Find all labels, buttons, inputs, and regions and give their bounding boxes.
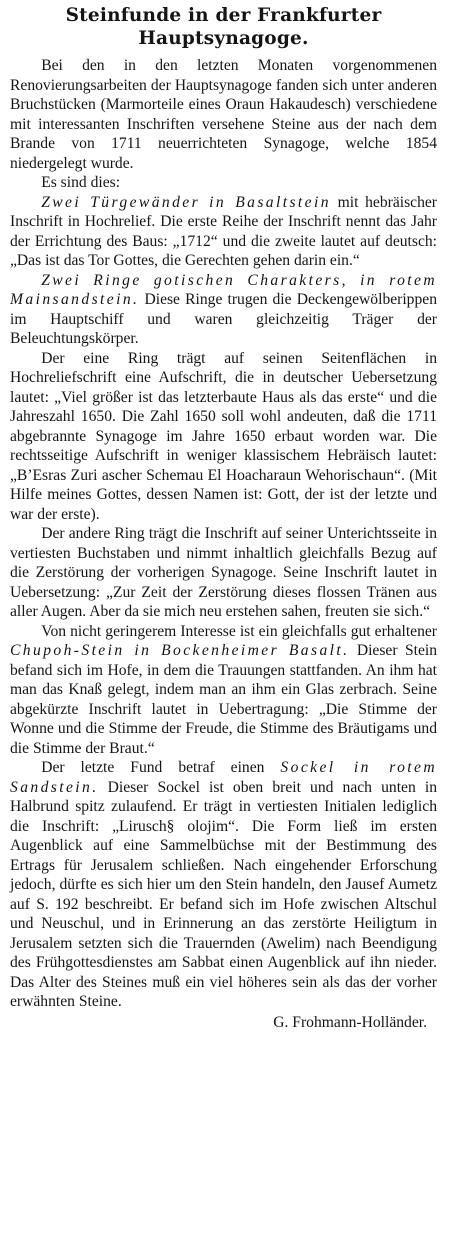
paragraph-first-ring: Der eine Ring trägt auf seinen Seitenflächen in Hochreliefschrift eine Aufschrift, die in deutscher Uebersetzung lautet: „Viel größer ist das letzterbaute Haus als das erste“ und die Jahreszahl 1650. Die Zahl 1650 soll wohl andeuten, daß die 1711 abgebrannte Synagoge im Jahre 1650 erbaut worden war. Die rechtsseitige Aufschrift in weniger klassischem Hebräisch lautet: „B’Esras Zuri ascher Schemau El Hoacharaun Wehorischaun“. (Mit Hilfe meines Gottes, dessen Namen ist: Gott, der ist der letzte und war der erste). [10,349,437,523]
paragraph-pedestal [10,758,437,1012]
paragraph-chupoh-stone [10,622,437,759]
paragraph-rings [10,271,437,349]
article-body [10,56,437,1012]
spaced-heading-rings: Zwei Ringe gotischen Charakters, in rotem Mainsandstein. [10,271,437,308]
paragraph-door-frames [10,193,437,271]
author-signature: G. Frohmann-Holländer. [273,1013,427,1031]
spaced-heading-chupoh: Chupoh-Stein in Bockenheimer Basalt. [10,642,350,659]
article-title: Steinfunde in der Frankfurter Hauptsynagoge. [65,5,382,49]
paragraph-pedestal-text: Dieser Sockel ist oben breit und nach unten in Halbrund spitz zulaufend. Er trägt in vertiesten Initialen lediglich die Inschrift: „Lirusch§ olojim“. Die Form ließ im ersten Augenblick auf eine Sammelbüchse mit der Bestimmung des Ertrags für Jerusalem schließen. Nach eingehender Erforschung jedoch, dürfte es sich hier um den Stein handeln, den Jausef Aumetz auf S. 192 beschreibt. Er befand sich im Hofe zwischen Altschul und Neuschul, und in Erinnerung an das zerstörte Heiligtum in Jerusalem setzten sich die Trauernden (Awelim) nach Beendigung des Frühgottesdienstes am Sabbat einen Augenblick auf ihn nieder. Das Alter des Steines muß ein viel höheres sein als das der vorher erwähnten Steine. [10,778,437,1010]
paragraph-rings-text: Diese Ringe trugen die Deckengewölberippen im Hauptschiff und waren gleichzeitig Träger der Beleuchtungskörper. [10,291,437,347]
spaced-heading-door-frames: Zwei Türgewänder in Basaltstein [41,193,331,211]
paragraph-second-ring: Der andere Ring trägt die Inschrift auf seiner Unterichtsseite in vertiesten Buchstaben und nimmt inhaltlich gleichfalls Bezug auf die Zerstörung der vorherigen Synagoge. Seine Inschrift lautet in Uebersetzung: „Zur Zeit der Zerstörung dieses flossen Tränen aus aller Augen. Aber da sie mich neu erstehen sahen, freuten sie sich.“ [10,525,437,620]
paragraph-chupoh-text: Dieser Stein befand sich im Hofe, in dem die Trauungen stattfanden. An ihm hat man das Knaß gelegt, indem man an ihm ein Glas zerbrach. Seine abgekürzte Inschrift lautet in Uebertragung: „Die Stimme der Wonne und die Stimme der Freude, die Stimme des Bräutigams und die Stimme der Braut.“ [10,642,437,757]
paragraph-list-intro: Es sind dies: [41,174,121,191]
spaced-heading-pedestal: Sockel in rotem Sandstein. [10,759,438,796]
paragraph-door-frames-text: mit hebräischer Inschrift in Hochrelief. Die erste Reihe der Inschrift nennt das Jahr der Errichtung des Baus: „1712“ und die zweite lautet auf deutsch: „Das ist das Tor Gottes, die Gerechten gehen darin ein.“ [10,193,437,269]
paragraph-intro: Bei den in den letzten Monaten vorgenommenen Renovierungsarbeiten der Hauptsynagoge fanden sich unter anderen Bruchstücken (Marmorteile eines Oraun Hakaudesch) verschiedene mit interessanten Inschriften versehene Steine aus der nach dem Brande von 1711 neuerrichteten Synagoge, welche 1854 niedergelegt wurde. [10,57,437,172]
paragraph-chupoh-lead: Von nicht geringerem Interesse ist ein gleichfalls gut erhaltener [41,622,437,640]
paragraph-pedestal-lead: Der letzte Fund betraf einen [41,759,281,776]
